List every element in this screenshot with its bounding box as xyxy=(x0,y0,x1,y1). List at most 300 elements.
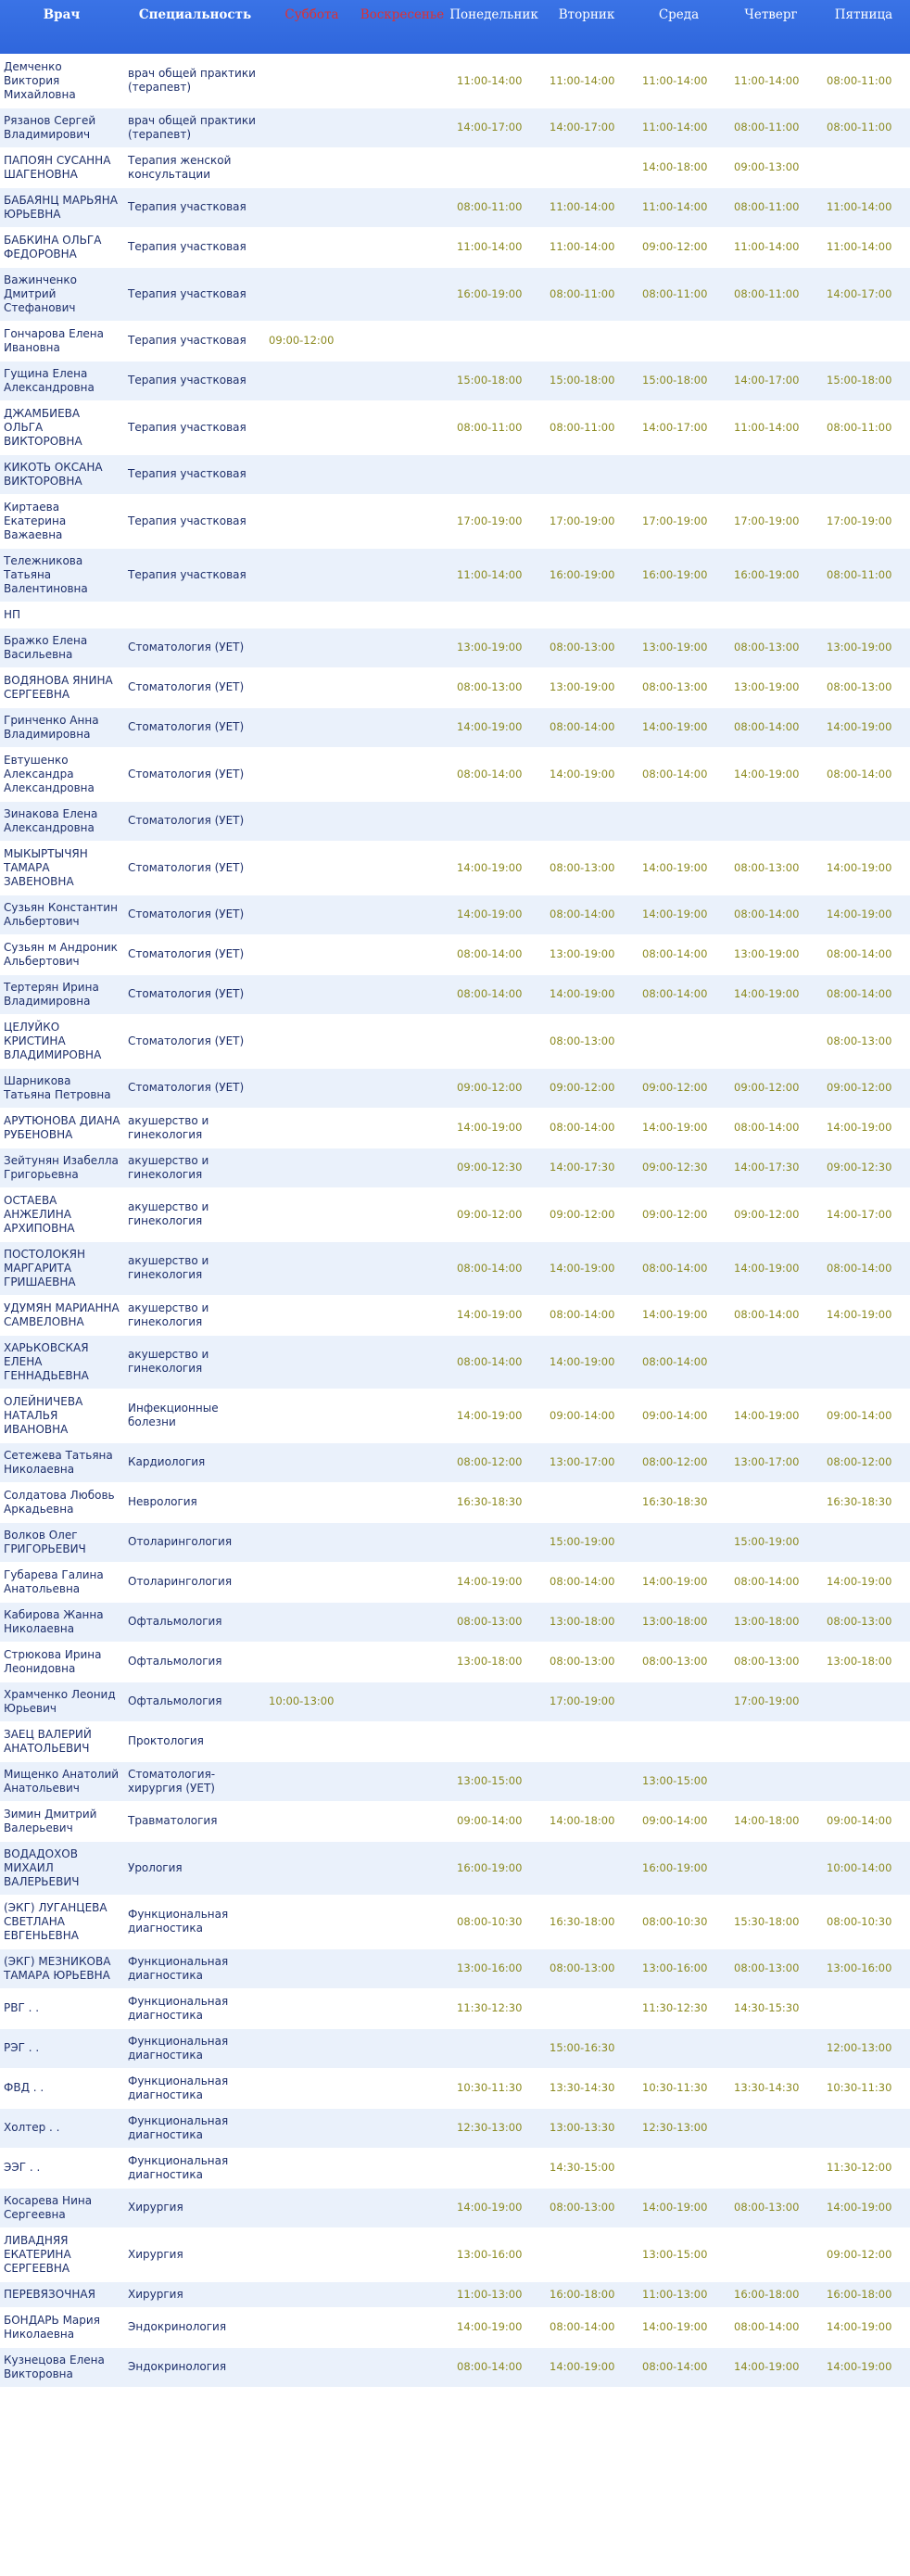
time-friday xyxy=(817,1761,910,1801)
specialty: Терапия участковая xyxy=(128,200,246,213)
table-row xyxy=(0,747,910,801)
time-friday: 11:00-14:00 xyxy=(827,200,892,213)
time-sunday xyxy=(357,1068,448,1108)
table-row xyxy=(0,2108,910,2148)
time-monday: 08:00-14:00 xyxy=(457,1261,523,1275)
time-sunday xyxy=(357,147,448,187)
specialty: Терапия участковая xyxy=(128,374,246,387)
time-tuesday: 17:00-19:00 xyxy=(550,1694,615,1707)
specialty: Стоматология (УЕТ) xyxy=(128,987,245,1000)
specialty: Функциональная диагностика xyxy=(128,2113,229,2141)
doctor-name: Гончарова Елена Ивановна xyxy=(4,326,104,354)
time-sunday xyxy=(357,801,448,841)
specialty: акушерство и гинекология xyxy=(128,1348,209,1375)
time-saturday xyxy=(267,1895,357,1948)
time-saturday xyxy=(267,801,357,841)
doctor-name: Шарникова Татьяна Петровна xyxy=(4,1073,111,1101)
doctor-name: Сузьян м Андроник Альбертович xyxy=(4,940,118,968)
table-row xyxy=(0,2188,910,2227)
time-friday: 10:30-11:30 xyxy=(827,2081,892,2094)
time-monday: 08:00-14:00 xyxy=(457,947,523,960)
time-friday: 10:00-14:00 xyxy=(827,1860,892,1874)
table-row xyxy=(0,934,910,974)
time-wednesday xyxy=(633,454,725,494)
time-saturday xyxy=(267,1068,357,1108)
doctor-name: АРУТЮНОВА ДИАНА РУБЕНОВНА xyxy=(4,1113,120,1141)
time-friday: 08:00-11:00 xyxy=(827,567,892,581)
time-thursday xyxy=(725,1841,817,1895)
table-row xyxy=(0,2148,910,2188)
time-monday xyxy=(448,602,540,628)
time-monday xyxy=(448,454,540,494)
time-tuesday: 11:00-14:00 xyxy=(550,200,615,213)
specialty: Терапия женской консультации xyxy=(128,153,232,181)
time-wednesday: 08:00-14:00 xyxy=(642,2360,708,2373)
time-sunday xyxy=(357,267,448,321)
time-monday: 08:00-12:00 xyxy=(457,1455,523,1468)
doctor-name: Евтушенко Александра Александровна xyxy=(4,753,95,794)
time-saturday xyxy=(267,2108,357,2148)
time-friday xyxy=(817,147,910,187)
time-sunday xyxy=(357,1801,448,1841)
specialty: Стоматология (УЕТ) xyxy=(128,1081,245,1094)
time-thursday: 08:00-14:00 xyxy=(734,1121,800,1134)
table-row xyxy=(0,1295,910,1335)
specialty: акушерство и гинекология xyxy=(128,1301,209,1328)
time-sunday xyxy=(357,1335,448,1389)
time-monday: 08:00-11:00 xyxy=(457,200,523,213)
time-monday: 11:00-14:00 xyxy=(457,240,523,253)
specialty: Неврология xyxy=(128,1495,197,1508)
table-row xyxy=(0,602,910,628)
time-wednesday: 08:00-13:00 xyxy=(642,1655,708,1668)
specialty: Хирургия xyxy=(128,2287,183,2301)
doctor-name: ФВД . . xyxy=(4,2081,44,2094)
time-friday: 08:00-14:00 xyxy=(827,987,892,1000)
specialty: Функциональная диагностика xyxy=(128,2074,229,2101)
time-sunday xyxy=(357,187,448,227)
time-sunday xyxy=(357,2148,448,2188)
time-saturday xyxy=(267,1801,357,1841)
time-tuesday: 14:30-15:00 xyxy=(550,2161,615,2174)
time-monday: 16:30-18:30 xyxy=(457,1495,523,1508)
time-monday xyxy=(448,321,540,361)
time-monday: 13:00-16:00 xyxy=(457,1961,523,1974)
time-monday xyxy=(448,147,540,187)
table-row xyxy=(0,1801,910,1841)
specialty: Стоматология-хирургия (УЕТ) xyxy=(128,1767,216,1795)
doctor-name: Мищенко Анатолий Анатольевич xyxy=(4,1767,120,1795)
time-thursday: 14:30-15:30 xyxy=(734,2001,800,2014)
time-wednesday: 11:00-14:00 xyxy=(642,121,708,133)
doctor-name: ПОСТОЛОКЯН МАРГАРИТА ГРИШАЕВНА xyxy=(4,1247,85,1288)
doctor-name: ЦЕЛУЙКО КРИСТИНА ВЛАДИМИРОВНА xyxy=(4,1020,102,1061)
table-row xyxy=(0,895,910,934)
time-monday: 13:00-16:00 xyxy=(457,2247,523,2261)
time-monday: 08:00-13:00 xyxy=(457,1615,523,1628)
time-saturday xyxy=(267,2347,357,2387)
specialty: Терапия участковая xyxy=(128,240,246,253)
specialty: Функциональная диагностика xyxy=(128,2034,229,2062)
time-thursday: 17:00-19:00 xyxy=(734,1694,800,1707)
doctor-name: Гущина Елена Александровна xyxy=(4,366,95,394)
doctor-name: КИКОТЬ ОКСАНА ВИКТОРОВНА xyxy=(4,460,103,488)
time-wednesday: 14:00-17:00 xyxy=(642,420,708,434)
time-tuesday: 08:00-14:00 xyxy=(550,1575,615,1588)
time-wednesday xyxy=(633,2028,725,2068)
time-tuesday xyxy=(540,321,633,361)
time-friday xyxy=(817,2108,910,2148)
time-friday: 14:00-19:00 xyxy=(827,907,892,920)
time-wednesday: 15:00-18:00 xyxy=(642,374,708,387)
time-monday: 08:00-14:00 xyxy=(457,2360,523,2373)
time-friday xyxy=(817,1522,910,1562)
doctor-name: Волков Олег ГРИГОРЬЕВИЧ xyxy=(4,1528,86,1555)
time-monday: 13:00-18:00 xyxy=(457,1655,523,1668)
time-thursday: 15:00-19:00 xyxy=(734,1535,800,1548)
time-wednesday xyxy=(633,1014,725,1068)
table-row xyxy=(0,548,910,602)
header-tuesday: Вторник xyxy=(558,7,615,22)
time-monday: 14:00-19:00 xyxy=(457,2201,523,2214)
time-tuesday: 13:00-17:00 xyxy=(550,1455,615,1468)
time-thursday: 08:00-14:00 xyxy=(734,1575,800,1588)
specialty: Хирургия xyxy=(128,2247,183,2261)
time-sunday xyxy=(357,2227,448,2281)
time-thursday: 14:00-17:30 xyxy=(734,1161,800,1174)
time-sunday xyxy=(357,2347,448,2387)
specialty: Стоматология (УЕТ) xyxy=(128,680,245,693)
time-thursday: 11:00-14:00 xyxy=(734,420,800,434)
specialty: Стоматология (УЕТ) xyxy=(128,1034,245,1047)
time-monday: 14:00-19:00 xyxy=(457,1575,523,1588)
time-sunday xyxy=(357,1148,448,1187)
specialty: Офтальмология xyxy=(128,1655,222,1668)
time-saturday xyxy=(267,1241,357,1295)
doctor-name: (ЭКГ) ЛУГАНЦЕВА СВЕТЛАНА ЕВГЕНЬЕВНА xyxy=(4,1900,107,1942)
table-row xyxy=(0,1241,910,1295)
time-wednesday xyxy=(633,2148,725,2188)
table-row xyxy=(0,187,910,227)
doctor-name: ВОДЯНОВА ЯНИНА СЕРГЕЕВНА xyxy=(4,673,113,701)
time-wednesday: 13:00-15:00 xyxy=(642,1774,708,1787)
time-wednesday: 14:00-19:00 xyxy=(642,1575,708,1588)
time-monday xyxy=(448,2028,540,2068)
time-thursday: 08:00-13:00 xyxy=(734,1655,800,1668)
time-sunday xyxy=(357,1841,448,1895)
time-friday: 14:00-19:00 xyxy=(827,1575,892,1588)
time-wednesday: 14:00-19:00 xyxy=(642,1308,708,1321)
schedule-body xyxy=(0,54,910,2387)
time-wednesday xyxy=(633,602,725,628)
table-row xyxy=(0,974,910,1014)
time-wednesday: 08:00-11:00 xyxy=(642,286,708,300)
time-thursday xyxy=(725,454,817,494)
time-saturday xyxy=(267,974,357,1014)
time-wednesday xyxy=(633,1721,725,1761)
time-friday: 13:00-18:00 xyxy=(827,1655,892,1668)
time-tuesday: 14:00-19:00 xyxy=(550,1261,615,1275)
time-wednesday: 08:00-14:00 xyxy=(642,1261,708,1275)
table-row xyxy=(0,1761,910,1801)
time-thursday xyxy=(725,1761,817,1801)
time-tuesday xyxy=(540,1761,633,1801)
specialty: Терапия участковая xyxy=(128,420,246,434)
time-thursday: 08:00-14:00 xyxy=(734,720,800,733)
time-saturday xyxy=(267,1948,357,1988)
time-saturday xyxy=(267,1642,357,1681)
time-saturday xyxy=(267,2227,357,2281)
time-saturday xyxy=(267,667,357,707)
time-monday: 08:00-14:00 xyxy=(457,767,523,780)
time-friday: 08:00-11:00 xyxy=(827,420,892,434)
time-wednesday: 11:00-14:00 xyxy=(642,73,708,87)
time-friday: 14:00-17:00 xyxy=(827,1207,892,1221)
doctor-name: РЭГ . . xyxy=(4,2041,40,2054)
time-wednesday: 09:00-14:00 xyxy=(642,1814,708,1827)
time-friday: 14:00-19:00 xyxy=(827,860,892,874)
time-wednesday: 08:00-14:00 xyxy=(642,987,708,1000)
time-monday: 11:00-14:00 xyxy=(457,567,523,581)
time-wednesday: 11:30-12:30 xyxy=(642,2001,708,2014)
time-saturday: 10:00-13:00 xyxy=(269,1694,335,1707)
time-thursday: 17:00-19:00 xyxy=(734,514,800,527)
time-tuesday: 11:00-14:00 xyxy=(550,240,615,253)
time-sunday xyxy=(357,1108,448,1148)
time-friday: 11:00-14:00 xyxy=(827,240,892,253)
time-friday xyxy=(817,1721,910,1761)
time-friday: 09:00-14:00 xyxy=(827,1408,892,1422)
time-monday xyxy=(448,1681,540,1721)
time-thursday: 11:00-14:00 xyxy=(734,240,800,253)
time-tuesday: 09:00-12:00 xyxy=(550,1081,615,1094)
time-thursday: 08:00-13:00 xyxy=(734,2201,800,2214)
time-saturday xyxy=(267,1335,357,1389)
table-row xyxy=(0,267,910,321)
time-thursday: 08:00-14:00 xyxy=(734,907,800,920)
specialty: Терапия участковая xyxy=(128,567,246,581)
time-sunday xyxy=(357,934,448,974)
doctor-name: НП xyxy=(4,607,21,621)
time-friday: 08:00-14:00 xyxy=(827,1261,892,1275)
header-thursday: Четверг xyxy=(744,7,798,22)
doctor-name: Кузнецова Елена Викторовна xyxy=(4,2353,105,2380)
time-tuesday xyxy=(540,602,633,628)
specialty: Стоматология (УЕТ) xyxy=(128,767,245,780)
doctor-name: Киртаева Екатерина Важаевна xyxy=(4,500,67,541)
doctor-name: МЫКЫРТЫЧЯН ТАМАРА ЗАВЕНОВНА xyxy=(4,846,88,888)
time-monday: 09:00-12:00 xyxy=(457,1207,523,1221)
time-wednesday: 08:00-14:00 xyxy=(642,767,708,780)
specialty: акушерство и гинекология xyxy=(128,1254,209,1281)
time-tuesday xyxy=(540,147,633,187)
time-monday xyxy=(448,1014,540,1068)
time-friday: 14:00-19:00 xyxy=(827,1308,892,1321)
doctor-name: Тертерян Ирина Владимировна xyxy=(4,980,99,1008)
time-sunday xyxy=(357,1988,448,2028)
time-saturday xyxy=(267,841,357,895)
time-sunday xyxy=(357,54,448,108)
time-monday: 11:30-12:30 xyxy=(457,2001,523,2014)
table-row xyxy=(0,1442,910,1482)
time-monday: 09:00-14:00 xyxy=(457,1814,523,1827)
table-row xyxy=(0,1108,910,1148)
time-sunday xyxy=(357,2068,448,2108)
time-saturday xyxy=(267,1108,357,1148)
time-monday: 16:00-19:00 xyxy=(457,286,523,300)
time-wednesday: 09:00-12:00 xyxy=(642,1207,708,1221)
time-thursday: 13:30-14:30 xyxy=(734,2081,800,2094)
time-saturday xyxy=(267,54,357,108)
time-tuesday: 14:00-19:00 xyxy=(550,987,615,1000)
time-friday: 14:00-19:00 xyxy=(827,2201,892,2214)
time-friday: 16:30-18:30 xyxy=(827,1495,892,1508)
doctor-name: ПАПОЯН СУСАННА ШАГЕНОВНА xyxy=(4,153,111,181)
specialty: Офтальмология xyxy=(128,1615,222,1628)
time-saturday xyxy=(267,400,357,454)
time-wednesday: 09:00-12:00 xyxy=(642,240,708,253)
time-sunday xyxy=(357,1442,448,1482)
time-tuesday xyxy=(540,1721,633,1761)
doctor-name: РВГ . . xyxy=(4,2001,40,2014)
time-tuesday: 17:00-19:00 xyxy=(550,514,615,527)
time-thursday xyxy=(725,1721,817,1761)
time-thursday: 13:00-18:00 xyxy=(734,1615,800,1628)
doctor-name: Тележникова Татьяна Валентиновна xyxy=(4,553,88,595)
table-row xyxy=(0,1335,910,1389)
time-tuesday: 13:00-18:00 xyxy=(550,1615,615,1628)
time-thursday: 08:00-11:00 xyxy=(734,121,800,133)
time-tuesday: 14:00-17:00 xyxy=(550,121,615,133)
time-tuesday xyxy=(540,454,633,494)
time-tuesday: 08:00-14:00 xyxy=(550,2320,615,2333)
doctor-name: Гринченко Анна Владимировна xyxy=(4,713,99,741)
time-wednesday xyxy=(633,321,725,361)
specialty: Стоматология (УЕТ) xyxy=(128,860,245,874)
time-thursday: 14:00-17:00 xyxy=(734,374,800,387)
time-friday xyxy=(817,1988,910,2028)
time-wednesday: 14:00-19:00 xyxy=(642,720,708,733)
time-wednesday: 16:00-19:00 xyxy=(642,1860,708,1874)
specialty: Кардиология xyxy=(128,1455,206,1468)
time-monday: 17:00-19:00 xyxy=(457,514,523,527)
table-row xyxy=(0,1389,910,1442)
specialty: Стоматология (УЕТ) xyxy=(128,814,245,827)
specialty: Терапия участковая xyxy=(128,286,246,300)
doctor-name: Сетежева Татьяна Николаевна xyxy=(4,1448,113,1476)
time-wednesday: 08:00-13:00 xyxy=(642,680,708,693)
time-sunday xyxy=(357,1721,448,1761)
doctor-name: ЭЭГ . . xyxy=(4,2161,41,2174)
time-tuesday: 08:00-13:00 xyxy=(550,1655,615,1668)
time-wednesday: 17:00-19:00 xyxy=(642,514,708,527)
table-row xyxy=(0,361,910,400)
time-sunday xyxy=(357,1522,448,1562)
time-friday xyxy=(817,454,910,494)
time-sunday xyxy=(357,454,448,494)
specialty: акушерство и гинекология xyxy=(128,1153,209,1181)
time-wednesday: 09:00-14:00 xyxy=(642,1408,708,1422)
doctor-name: УДУМЯН МАРИАННА САМВЕЛОВНА xyxy=(4,1301,120,1328)
doctor-name: (ЭКГ) МЕЗНИКОВА ТАМАРА ЮРЬЕВНА xyxy=(4,1954,111,1982)
doctor-name: Зейтунян Изабелла Григорьевна xyxy=(4,1153,119,1181)
time-friday: 08:00-12:00 xyxy=(827,1455,892,1468)
time-wednesday: 10:30-11:30 xyxy=(642,2081,708,2094)
header-monday: Понедельник xyxy=(449,7,538,22)
doctor-name: ОСТАЕВА АНЖЕЛИНА АРХИПОВНА xyxy=(4,1193,75,1235)
time-friday xyxy=(817,602,910,628)
specialty: Функциональная диагностика xyxy=(128,1954,229,1982)
table-row xyxy=(0,2281,910,2307)
time-wednesday xyxy=(633,801,725,841)
time-monday: 16:00-19:00 xyxy=(457,1860,523,1874)
specialty: Травматология xyxy=(128,1814,218,1827)
time-saturday xyxy=(267,934,357,974)
table-row xyxy=(0,1068,910,1108)
specialty: Урология xyxy=(128,1860,183,1874)
time-wednesday: 12:30-13:00 xyxy=(642,2121,708,2134)
time-tuesday: 08:00-14:00 xyxy=(550,720,615,733)
time-sunday xyxy=(357,602,448,628)
time-tuesday: 14:00-17:30 xyxy=(550,1161,615,1174)
time-monday xyxy=(448,1522,540,1562)
time-monday: 08:00-13:00 xyxy=(457,680,523,693)
time-friday xyxy=(817,1681,910,1721)
time-tuesday: 08:00-14:00 xyxy=(550,1308,615,1321)
doctor-name: Сузьян Константин Альбертович xyxy=(4,900,118,928)
table-row xyxy=(0,801,910,841)
time-tuesday: 09:00-14:00 xyxy=(550,1408,615,1422)
time-tuesday: 13:00-19:00 xyxy=(550,680,615,693)
time-wednesday: 14:00-19:00 xyxy=(642,1121,708,1134)
time-saturday xyxy=(267,187,357,227)
time-sunday xyxy=(357,707,448,747)
time-tuesday: 14:00-19:00 xyxy=(550,1354,615,1368)
time-wednesday: 08:00-14:00 xyxy=(642,947,708,960)
doctor-name: Рязанов Сергей Владимирович xyxy=(4,113,96,141)
specialty: Отоларингология xyxy=(128,1575,233,1588)
time-saturday xyxy=(267,2307,357,2347)
time-tuesday: 08:00-13:00 xyxy=(550,1961,615,1974)
time-saturday xyxy=(267,454,357,494)
time-sunday xyxy=(357,1895,448,1948)
time-tuesday: 08:00-14:00 xyxy=(550,907,615,920)
time-thursday: 14:00-19:00 xyxy=(734,987,800,1000)
time-tuesday: 08:00-13:00 xyxy=(550,1034,615,1047)
time-sunday xyxy=(357,747,448,801)
time-friday: 14:00-19:00 xyxy=(827,720,892,733)
time-tuesday: 11:00-14:00 xyxy=(550,73,615,87)
table-row xyxy=(0,628,910,667)
time-sunday xyxy=(357,974,448,1014)
time-thursday: 16:00-18:00 xyxy=(734,2287,800,2301)
time-friday: 08:00-13:00 xyxy=(827,1615,892,1628)
time-tuesday: 09:00-12:00 xyxy=(550,1207,615,1221)
time-saturday xyxy=(267,147,357,187)
time-wednesday xyxy=(633,1681,725,1721)
specialty: Функциональная диагностика xyxy=(128,1994,229,2022)
time-friday: 09:00-12:00 xyxy=(827,2247,892,2261)
table-row xyxy=(0,494,910,548)
time-monday: 14:00-19:00 xyxy=(457,1308,523,1321)
specialty: Терапия участковая xyxy=(128,334,246,347)
time-saturday xyxy=(267,1562,357,1602)
time-tuesday: 08:00-13:00 xyxy=(550,641,615,654)
table-row xyxy=(0,2028,910,2068)
time-friday: 09:00-12:00 xyxy=(827,1081,892,1094)
specialty: Эндокринология xyxy=(128,2320,227,2333)
table-row xyxy=(0,1948,910,1988)
